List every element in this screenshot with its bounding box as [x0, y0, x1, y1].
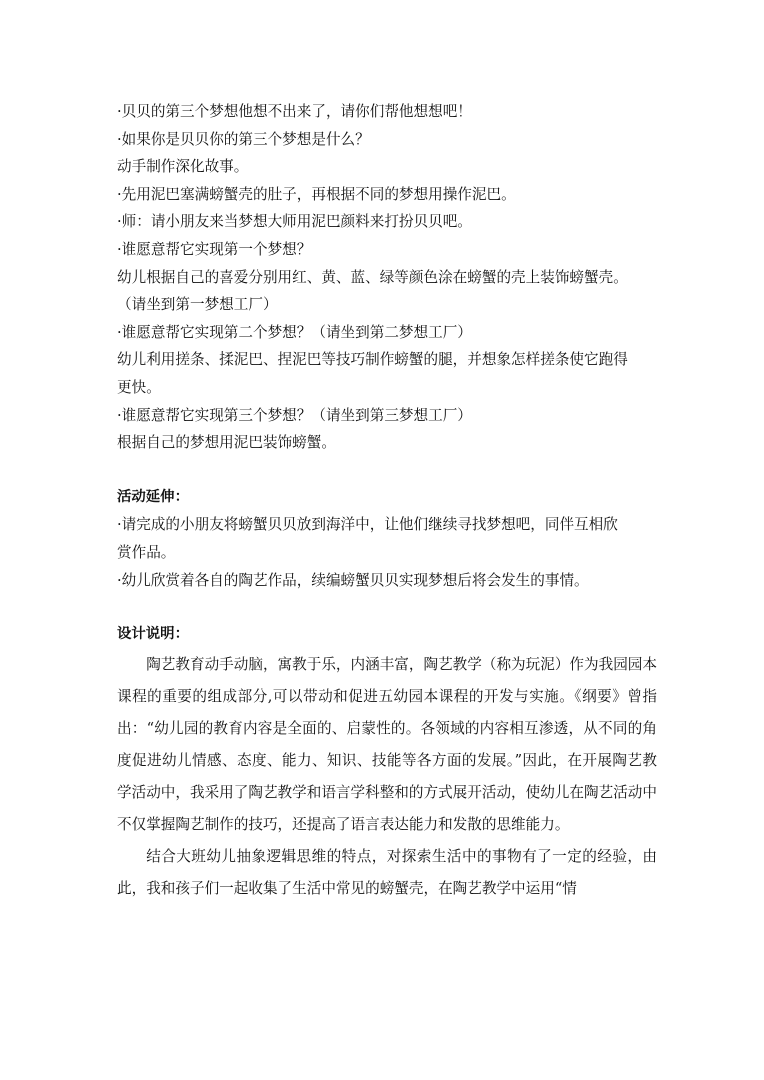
text-line: ·谁愿意帮它实现第一个梦想？	[117, 240, 312, 258]
text-line: 幼儿根据自己的喜爱分别用红、黄、蓝、绿等颜色涂在螃蟹的壳上装饰螃蟹壳。	[117, 268, 628, 286]
text-line: ·师：请小朋友来当梦想大师用泥巴颜料来打扮贝贝吧。	[117, 213, 472, 231]
text-line: 更快。	[117, 378, 161, 396]
text-line: ·贝贝的第三个梦想他想不出来了，请你们帮他想想吧！	[117, 103, 472, 120]
document-body	[117, 98, 657, 905]
text-line: ·请完成的小朋友将螃蟹贝贝放到海洋中，让他们继续寻找梦想吧，同伴互相欣	[117, 516, 618, 534]
text-line: ·谁愿意帮它实现第二个梦想？（请坐到第二梦想工厂）	[117, 323, 472, 341]
text-line: ·谁愿意帮它实现第三个梦想？（请坐到第三梦想工厂）	[117, 406, 472, 424]
text-line: ·如果你是贝贝你的第三个梦想是什么？	[117, 130, 370, 148]
section-spacer	[117, 594, 657, 621]
text-line: 动手制作深化故事。	[117, 158, 249, 176]
text-line: （请坐到第一梦想工厂）	[117, 296, 278, 314]
text-line: ·先用泥巴塞满螃蟹壳的肚子，再根据不同的梦想用操作泥巴。	[117, 185, 516, 203]
text-line: 根据自己的梦想用泥巴装饰螃蟹。	[117, 434, 336, 452]
paragraph: 结合大班幼儿抽象逻辑思维的特点，对探索生活中的事物有了一定的经验，由此，我和孩子们一起收集了生活中常见的螃蟹壳，在陶艺教学中运用“情	[117, 847, 657, 897]
section-spacer	[117, 457, 657, 484]
section-heading-extension: 活动延伸：	[117, 488, 189, 505]
section-heading-design: 设计说明：	[117, 626, 189, 643]
text-line: 赏作品。	[117, 543, 176, 561]
text-line: ·幼儿欣赏着各自的陶艺作品，续编螃蟹贝贝实现梦想后将会发生的事情。	[117, 571, 589, 589]
text-line: 幼儿利用搓条、揉泥巴、捏泥巴等技巧制作螃蟹的腿，并想象怎样搓条使它跑得	[117, 351, 628, 369]
paragraph: 陶艺教育动手动脑，寓教于乐，内涵丰富，陶艺教学（称为玩泥）作为我园园本课程的重要的组成部分,可以带动和促进五幼园本课程的开发与实施。《纲要》曾指出：“幼儿园的教育内容是全面的、启蒙性的。各领域的内容相互渗透，从不同的角度促进幼儿情感、态度、能力、知识、技能等各方面的发展。”因此，在开展陶艺教学活动中，我采用了陶艺教学和语言学科整和的方式展开活动，使幼儿在陶艺活动中不仅掌握陶艺制作的技巧，还提高了语言表达能力和发散的思维能力。	[117, 655, 657, 833]
